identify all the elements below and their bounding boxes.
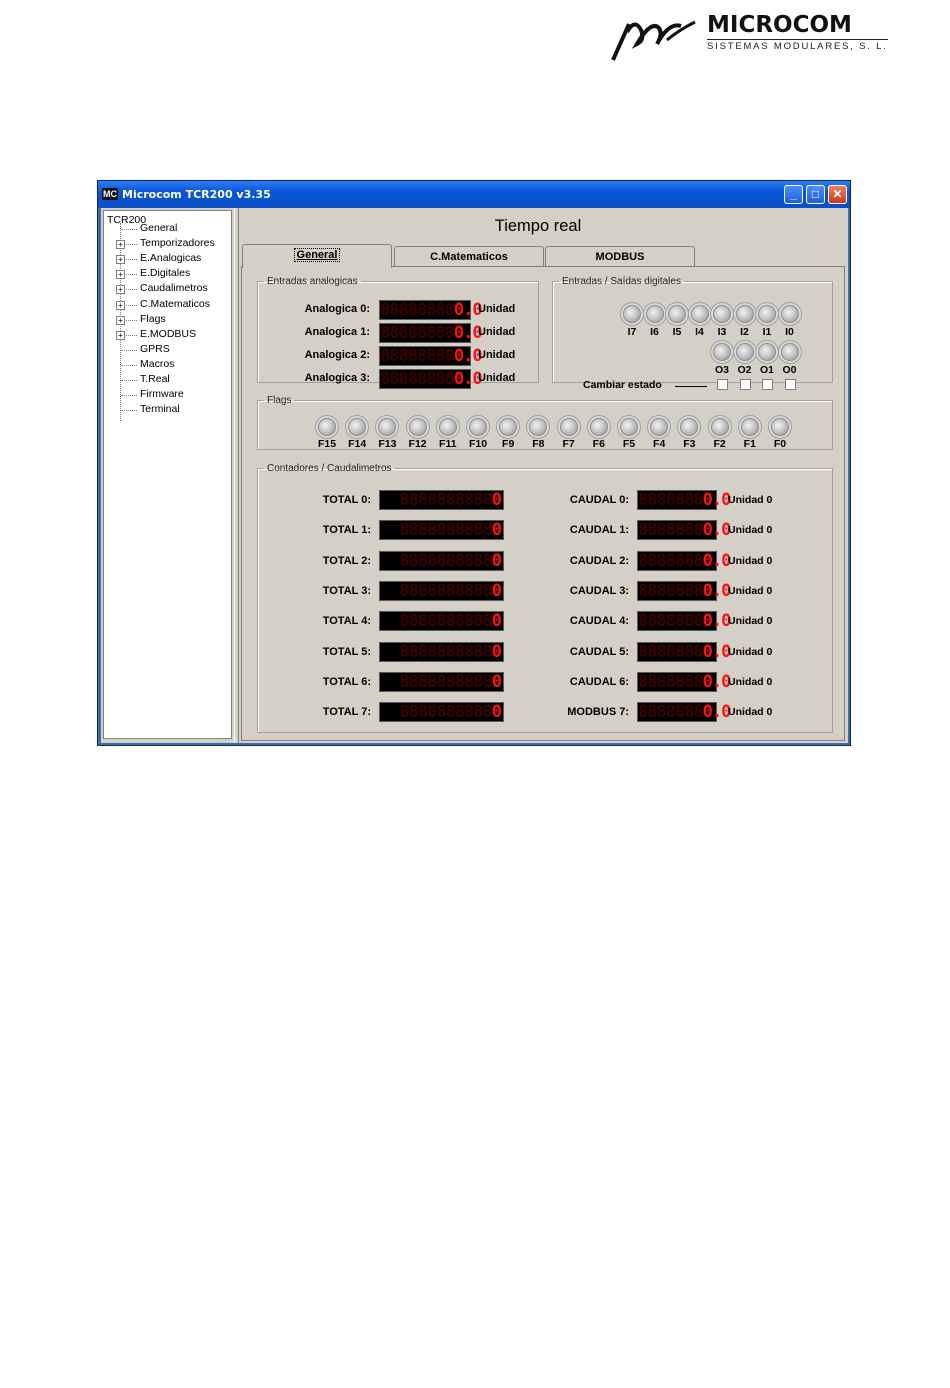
analog-display (379, 323, 482, 343)
analog-label: Analogica 1: (304, 326, 370, 338)
flow-unit: Unidad 0 (728, 524, 773, 537)
page-title: Tiempo real (494, 217, 582, 235)
digital-io-group (552, 276, 833, 391)
flag-led (680, 418, 698, 436)
total-label: TOTAL 0: (322, 494, 371, 506)
total-display-ghost-digits: 8888888888 (399, 671, 492, 692)
total-display (379, 611, 504, 631)
tree-connector (121, 350, 137, 351)
digital-output-label: O2 (737, 364, 752, 376)
flag-led (499, 418, 517, 436)
flags-group (257, 395, 833, 450)
flag-label: F0 (773, 438, 787, 450)
tree-item[interactable]: Firmware (140, 388, 184, 401)
flow-display-ghost-digits: 8888888 (638, 520, 703, 541)
flow-display-value: 0.0 (702, 671, 731, 692)
total-label: TOTAL 5: (322, 645, 371, 658)
flow-label: CAUDAL 6: (569, 675, 629, 688)
total-display-value: 0 (491, 702, 501, 723)
analog-display-ghost-digits: 88888888 (380, 346, 454, 366)
flow-label: CAUDAL 5: (569, 645, 629, 658)
digital-input-led (781, 305, 799, 323)
app-window (97, 180, 851, 746)
analog-unit: Unidad (478, 326, 516, 338)
total-display (379, 672, 504, 692)
total-display-ghost-digits: 8888888888 (399, 550, 492, 571)
total-display-value: 0 (491, 520, 501, 541)
tree-item[interactable]: E.Analogicas (140, 252, 202, 265)
analog-display-ghost-digits: 88888888 (380, 300, 454, 320)
flag-label: F12 (408, 438, 427, 450)
flag-led (469, 418, 487, 436)
analog-display-value: 0.0 (453, 369, 482, 389)
digital-input-led (646, 305, 664, 323)
flag-led (439, 418, 457, 436)
counters-group (257, 463, 833, 733)
tree-item[interactable]: Flags (140, 312, 166, 325)
digital-input-led (691, 305, 709, 323)
navigation-tree[interactable] (103, 210, 232, 739)
flag-led (348, 418, 366, 436)
flow-display-value: 0.0 (702, 580, 731, 601)
flow-label: CAUDAL 2: (569, 554, 629, 567)
flag-led (650, 418, 668, 436)
total-label: TOTAL 4: (322, 615, 371, 628)
digital-input-led (736, 305, 754, 323)
analog-display-ghost-digits: 88888888 (380, 369, 454, 389)
analog-label: Analogica 3: (304, 372, 370, 384)
maximize-button[interactable] (806, 185, 825, 204)
microcom-logo-icon (607, 10, 703, 66)
window-client-area (101, 208, 848, 743)
flag-label: F7 (562, 438, 575, 450)
total-display-value: 0 (491, 611, 501, 632)
flow-display (637, 611, 731, 632)
total-display-ghost-digits: 8888888888 (399, 702, 492, 723)
total-display (379, 642, 504, 662)
window-title: Microcom TCR200 v3.35 (122, 188, 271, 201)
total-label: TOTAL 6: (322, 675, 371, 688)
output-toggle-checkbox[interactable] (762, 379, 773, 390)
logo-brand-text: MICROCOM (707, 12, 852, 38)
total-display-value: 0 (491, 550, 501, 571)
tree-item[interactable]: Terminal (140, 403, 180, 416)
flag-led (590, 418, 608, 436)
flag-label: F8 (532, 438, 545, 450)
flag-led (711, 418, 729, 436)
flow-unit: Unidad 0 (728, 554, 773, 567)
total-label: TOTAL 7: (322, 706, 371, 719)
flag-label: F15 (317, 438, 337, 450)
digital-output-led (781, 343, 799, 361)
digital-input-label: I7 (627, 326, 637, 338)
analog-display (379, 346, 482, 366)
minimize-icon: _ (790, 187, 797, 201)
digital-input-led (623, 305, 641, 323)
flow-display-ghost-digits: 8888888 (638, 641, 703, 662)
expand-plus-icon[interactable]: + (116, 270, 125, 279)
digital-input-label: I4 (695, 326, 704, 338)
app-icon: MC (103, 189, 117, 199)
expand-plus-icon[interactable]: + (116, 285, 125, 294)
main-panel (238, 208, 848, 743)
total-display (379, 702, 504, 722)
flow-label: CAUDAL 0: (569, 494, 629, 506)
minimize-button[interactable] (784, 185, 803, 204)
tree-item[interactable]: E.Digitales (140, 267, 191, 280)
tree-item[interactable]: GPRS (140, 342, 170, 355)
flag-led (318, 418, 336, 436)
total-display-ghost-digits: 8888888888 (399, 580, 492, 601)
digital-input-label: I2 (740, 326, 749, 338)
flag-led (620, 418, 638, 436)
tree-item[interactable]: General (140, 222, 178, 234)
flow-label: CAUDAL 3: (569, 584, 629, 597)
flow-unit: Unidad 0 (728, 706, 773, 719)
flag-label: F9 (502, 438, 515, 450)
flow-display-value: 0.0 (702, 520, 731, 541)
digital-output-led (758, 343, 776, 361)
flow-unit: Unidad 0 (728, 675, 773, 688)
expand-plus-icon[interactable]: + (116, 316, 125, 325)
flow-display-value: 0.0 (702, 611, 731, 632)
flow-display (637, 580, 731, 601)
analog-label: Analogica 2: (304, 349, 370, 361)
expand-plus-icon[interactable]: + (116, 240, 125, 249)
flow-display (637, 641, 731, 662)
analog-display-value: 0.0 (453, 346, 482, 366)
logo-tagline: SISTEMAS MODULARES, S. L. (707, 41, 888, 52)
analog-unit: Unidad (478, 303, 516, 315)
flow-display-ghost-digits: 8888888 (638, 671, 703, 692)
tree-root[interactable]: TCR200 (107, 214, 147, 226)
flag-led (529, 418, 547, 436)
flag-label: F3 (683, 438, 696, 450)
output-toggle-checkbox[interactable] (740, 379, 751, 390)
tab-modbus[interactable]: MODBUS (545, 246, 695, 266)
expand-plus-icon[interactable]: + (116, 331, 125, 340)
tree-item[interactable]: E.MODBUS (140, 327, 197, 340)
tab-general[interactable]: General (242, 244, 392, 268)
flow-display-ghost-digits: 8888888 (638, 490, 703, 510)
title-bar[interactable] (98, 181, 850, 208)
tree-item[interactable]: Temporizadores (140, 237, 215, 250)
total-display (379, 551, 504, 571)
total-display (379, 581, 504, 601)
counters-legend: Contadores / Caudalimetros (267, 463, 392, 474)
digital-input-label: I1 (762, 326, 772, 338)
tab-panel-general (241, 266, 845, 741)
flag-label: F1 (743, 438, 756, 450)
tree-item[interactable]: Caudalimetros (140, 282, 208, 295)
flag-label: F2 (713, 438, 726, 450)
total-display-value: 0 (491, 641, 501, 662)
analog-display (379, 300, 482, 320)
total-display-ghost-digits: 8888888888 (399, 611, 492, 632)
analog-display-value: 0.0 (453, 323, 482, 343)
expand-plus-icon[interactable]: + (116, 301, 125, 310)
flow-unit: Unidad 0 (728, 494, 773, 506)
flag-label: F14 (348, 438, 367, 450)
flow-display (637, 671, 731, 692)
digital-io-legend: Entradas / Saídas digitales (562, 276, 681, 287)
tree-item[interactable]: Macros (140, 357, 175, 370)
output-toggle-checkbox[interactable] (785, 379, 796, 390)
total-display-ghost-digits: 8888888888 (399, 520, 492, 541)
digital-input-led (713, 305, 731, 323)
flags-legend: Flags (267, 395, 292, 406)
flow-display-ghost-digits: 8888888 (638, 611, 703, 632)
maximize-icon: □ (811, 187, 820, 201)
close-icon: ✕ (832, 187, 843, 201)
digital-output-label: O0 (782, 364, 797, 376)
flow-label: CAUDAL 4: (569, 615, 629, 628)
digital-input-label: I0 (785, 326, 794, 338)
total-label: TOTAL 2: (322, 554, 371, 567)
total-display (379, 490, 504, 510)
flow-display-value: 0.0 (702, 641, 731, 662)
expand-plus-icon[interactable]: + (116, 255, 125, 264)
analog-label: Analogica 0: (304, 303, 370, 315)
tree-connector (121, 380, 137, 381)
digital-input-label: I5 (672, 326, 682, 338)
digital-output-led (713, 343, 731, 361)
flow-label: MODBUS 7: (567, 706, 629, 719)
analog-unit: Unidad (478, 349, 516, 361)
output-toggle-checkbox[interactable] (717, 379, 728, 390)
total-display-ghost-digits: 8888888888 (399, 641, 492, 662)
total-display-value: 0 (491, 671, 501, 692)
flow-display-ghost-digits: 8888888 (638, 702, 703, 723)
flag-label: F13 (378, 438, 397, 450)
flow-display-value: 0.0 (702, 490, 731, 510)
tree-connector (121, 229, 137, 230)
analog-display-ghost-digits: 88888888 (380, 323, 454, 343)
digital-output-label: O1 (759, 364, 774, 376)
close-button[interactable] (828, 185, 847, 204)
flow-label: CAUDAL 1: (569, 524, 629, 537)
flag-label: F11 (439, 438, 457, 450)
flag-label: F6 (592, 438, 605, 450)
flag-led (378, 418, 396, 436)
flow-display-value: 0.0 (702, 702, 731, 723)
company-logo (607, 10, 888, 66)
total-display-value: 0 (491, 580, 501, 601)
flow-display-ghost-digits: 8888888 (638, 580, 703, 601)
flow-unit: Unidad 0 (728, 584, 773, 597)
digital-input-led (758, 305, 776, 323)
flag-label: F4 (653, 438, 666, 450)
tab-c-matematicos[interactable]: C.Matematicos (394, 246, 544, 266)
digital-input-led (668, 305, 686, 323)
flag-led (560, 418, 578, 436)
flow-display-value: 0.0 (702, 550, 731, 571)
tree-connector (121, 365, 137, 366)
flag-led (409, 418, 427, 436)
digital-output-label: O3 (714, 364, 729, 376)
analog-inputs-legend: Entradas analogicas (267, 276, 358, 287)
flag-led (771, 418, 789, 436)
tree-item[interactable]: C.Matematicos (140, 297, 211, 310)
digital-input-label: I6 (650, 326, 659, 338)
flow-display-ghost-digits: 8888888 (638, 550, 703, 571)
digital-input-label: I3 (717, 326, 727, 338)
analog-inputs-group (257, 276, 539, 389)
flag-label: F10 (468, 438, 488, 450)
total-label: TOTAL 3: (322, 584, 371, 597)
change-state-line (675, 386, 707, 387)
flag-led (741, 418, 759, 436)
total-label: TOTAL 1: (322, 524, 371, 537)
total-display-value: 0 (491, 490, 501, 510)
tree-connector (121, 395, 137, 396)
flag-label: F5 (622, 438, 636, 450)
tree-item[interactable]: T.Real (140, 373, 170, 385)
total-display-ghost-digits: 8888888888 (399, 490, 492, 510)
total-display (379, 520, 504, 540)
analog-display (379, 369, 482, 389)
analog-display-value: 0.0 (453, 300, 482, 320)
flow-display (637, 702, 731, 723)
tree-connector (121, 410, 137, 411)
analog-unit: Unidad (478, 372, 516, 384)
flow-display (637, 520, 731, 541)
flow-display (637, 550, 731, 571)
flow-unit: Unidad 0 (728, 645, 773, 658)
flow-unit: Unidad 0 (728, 615, 773, 628)
change-state-label: Cambiar estado (583, 379, 662, 391)
flow-display (637, 490, 731, 510)
digital-output-led (736, 343, 754, 361)
